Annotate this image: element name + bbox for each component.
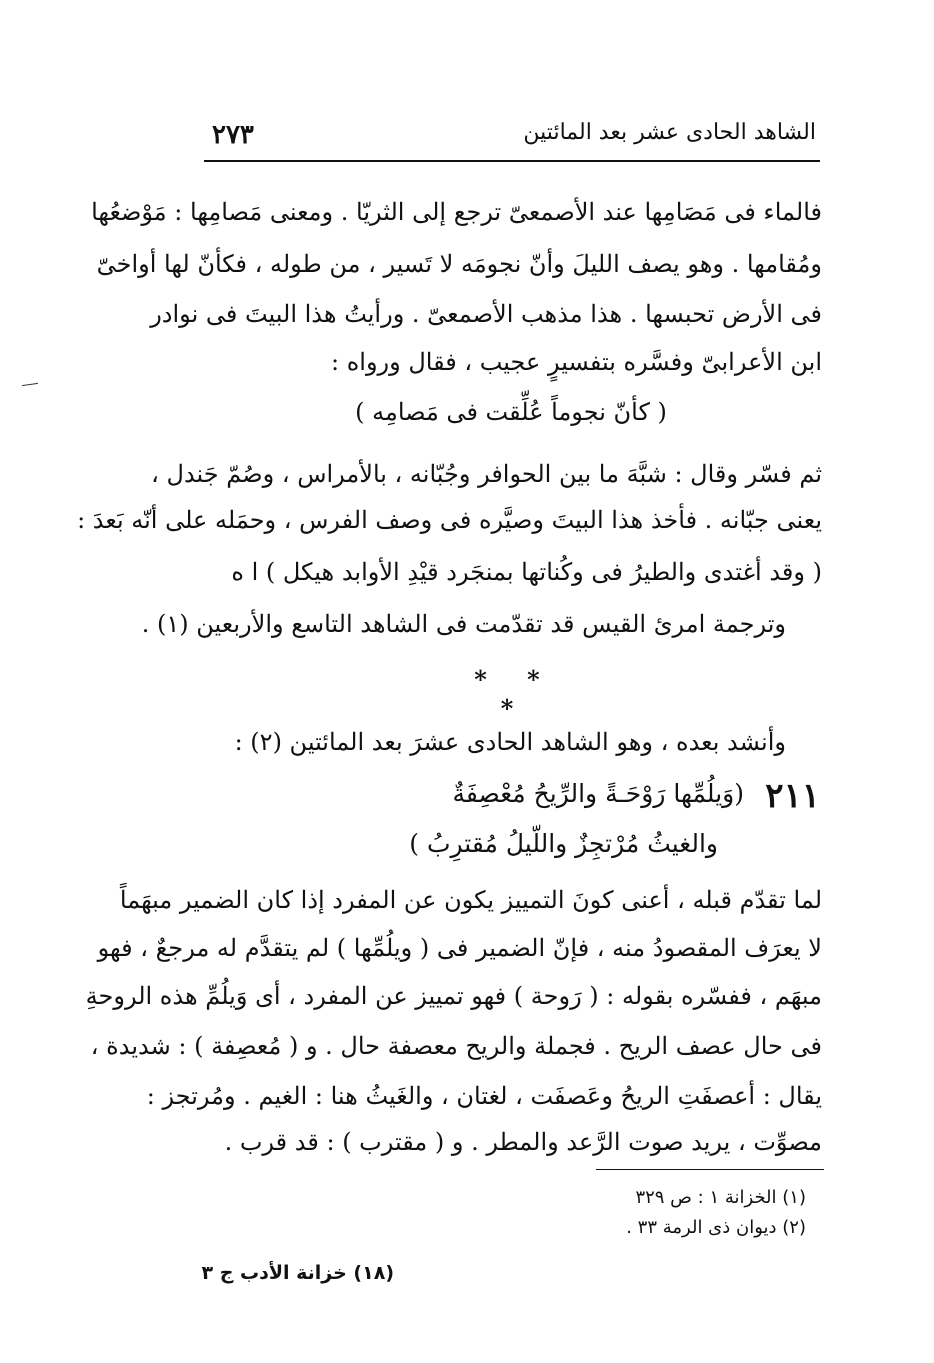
commentary-line-4: فى حال عصف الريح . فجملة والريح معصفة حال . و ( مُعصِفة ) : شديدة ، xyxy=(90,1032,822,1060)
verse-line-2: والغيثُ مُرْتجِزٌ واللّيلُ مُقترِبُ ) xyxy=(409,829,718,858)
body-line-3: فى الأرض تحبسها . هذا مذهب الأصمعىّ . ورأيتُ هذا البيتَ فى نوادر xyxy=(150,300,822,328)
commentary-line-3: مبهَم ، ففسّره بقوله : ( رَوحة ) فهو تمييز عن المفرد ، أى وَيلُمِّ هذه الروحةِ xyxy=(85,982,822,1010)
commentary-line-2: لا يعرَف المقصودُ منه ، فإنّ الضمير فى ( ويلُمِّها ) لم يتقدَّم له مرجعٌ ، فهو xyxy=(97,934,822,962)
footnote-1: (١) الخزانة ١ : ص ٣٢٩ xyxy=(635,1187,806,1208)
margin-mark xyxy=(22,383,38,386)
intro-line: وأنشد بعده ، وهو الشاهد الحادى عشرَ بعد المائتين (٢) : xyxy=(234,728,786,756)
verse-number: ٢١١ xyxy=(765,776,820,816)
signature-mark: (١٨) خزانة الأدب ج ٣ xyxy=(201,1262,394,1284)
body-line-7: يعنى جبّانه . فأخذ هذا البيتَ وصيَّره فى وصف الفرس ، وحمَله على أنّه بَعدَ : xyxy=(77,506,822,534)
commentary-line-6: مصوِّت ، يريد صوت الرَّعد والمطر . و ( مقترب ) : قد قرب . xyxy=(224,1128,822,1156)
footnote-2: (٢) ديوان ذى الرمة ٣٣ . xyxy=(626,1217,806,1238)
commentary-line-1: لما تقدّم قبله ، أعنى كونَ التمييز يكون عن المفرد إذا كان الضمير مبهَماً xyxy=(119,886,822,914)
section-separator: * * * xyxy=(474,665,556,723)
commentary-line-5: يقال : أعصفَتِ الريحُ وعَصفَت ، لغتان ، والغَيثُ هنا : الغيم . ومُرتجز : xyxy=(146,1082,822,1110)
body-line-4: ابن الأعرابىّ وفسَّره بتفسيرٍ عجيب ، فقال ورواه : xyxy=(331,348,822,376)
footnote-rule xyxy=(596,1169,824,1170)
body-line-2: ومُقامها . وهو يصف الليلَ وأنّ نجومَه لا تَسير ، من طوله ، فكأنّ لها أواخىّ xyxy=(96,250,822,278)
verse-line-1: (وَيلُمِّها رَوْحَـةً والرِّيحُ مُعْصِفَةٌ xyxy=(452,779,744,808)
quoted-verse: ( وقد أغتدى والطيرُ فى وكُناتها بمنجَرد قيْدِ الأوابد هيكل ) ا ه xyxy=(231,558,822,586)
header-rule xyxy=(204,160,820,162)
quoted-hemistich: ( كأنّ نجوماً عُلِّقت فى مَصامِه ) xyxy=(355,398,667,426)
running-header: الشاهد الحادى عشر بعد المائتين xyxy=(523,120,816,145)
body-line-1: فالماء فى مَصَامِها عند الأصمعىّ ترجع إلى الثريّا . ومعنى مَصامِها : مَوْضعُها xyxy=(91,198,822,226)
page-number: ٢٧٣ xyxy=(212,120,254,150)
body-line-9: وترجمة امرئ القيس قد تقدّمت فى الشاهد التاسع والأربعين (١) . xyxy=(141,610,786,638)
body-line-6: ثم فسّر وقال : شبَّهَ ما بين الحوافر وجُبّانه ، بالأمراس ، وصُمّ جَندل ، xyxy=(151,460,822,488)
